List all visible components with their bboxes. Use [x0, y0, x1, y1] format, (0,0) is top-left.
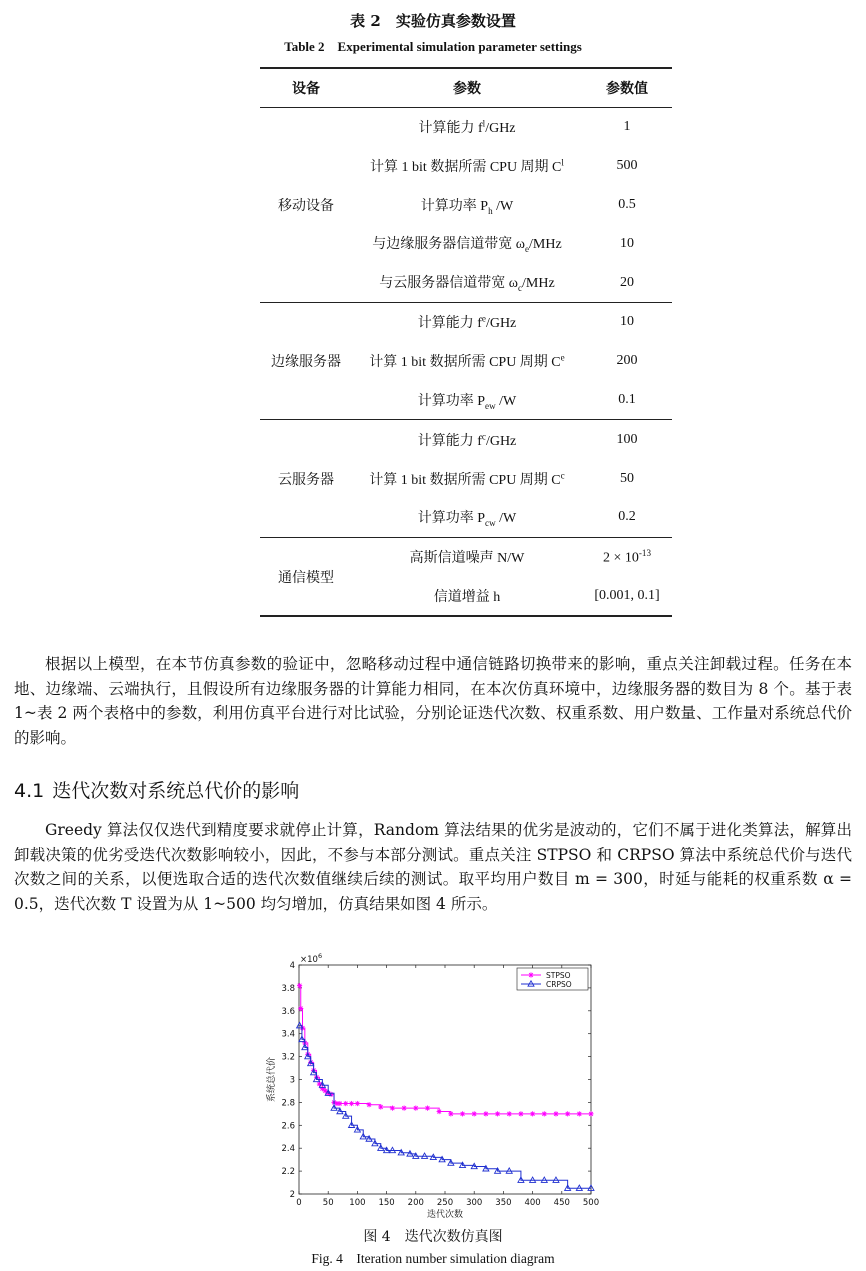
star-marker — [565, 1111, 570, 1116]
value-cell: 100 — [616, 431, 638, 447]
param-cell: 计算功率 $P_{cw}$ /W — [417, 510, 517, 528]
table-row — [260, 537, 672, 576]
star-marker — [355, 1101, 360, 1106]
star-marker — [297, 983, 302, 988]
star-marker — [577, 1111, 582, 1116]
y-tick-label: 2.6 — [281, 1121, 295, 1132]
param-cell: 计算能力 $f^c$/GHz — [417, 431, 517, 449]
star-marker — [448, 1111, 453, 1116]
table-header-row — [260, 68, 672, 108]
x-tick-label: 0 — [296, 1198, 302, 1208]
star-marker — [298, 1006, 303, 1011]
device-cell: 云服务器 — [278, 472, 334, 488]
x-tick-label: 400 — [524, 1198, 541, 1208]
value-cell: [0.001, 0.1] — [594, 587, 660, 603]
x-tick-label: 500 — [582, 1198, 600, 1208]
legend — [517, 968, 588, 990]
value-cell: 0.2 — [618, 509, 636, 525]
table-row — [260, 420, 672, 459]
param-cell: 与边缘服务器信道带宽 $\omega_e$/MHz — [372, 237, 562, 255]
param-cell: 计算 1 bit 数据所需 CPU 周期 $C^l$ — [370, 157, 564, 176]
x-tick-label: 450 — [553, 1198, 570, 1208]
series-layer — [297, 983, 594, 1190]
param-cell: 计算能力 $f^l$/GHz — [418, 118, 516, 137]
group-edge-server — [260, 302, 672, 419]
star-marker — [343, 1101, 348, 1106]
x-tick-label: 200 — [407, 1198, 424, 1208]
x-axis-label: 迭代次数 — [426, 1210, 464, 1220]
value-cell: 0.1 — [618, 391, 636, 407]
star-marker — [378, 1104, 383, 1109]
param-cell: 与云服务器信道带宽 $\omega_c$/MHz — [379, 276, 555, 293]
header-parameter: 参数 — [453, 82, 481, 97]
triangle-marker — [576, 1185, 582, 1190]
paragraph-text: Greedy 算法仅仅迭代到精度要求就停止计算，Random 算法结果的优劣是波动的，它们不属于进化类算法，解算出卸载决策的优劣受迭代次数影响较小，因此，不参与本部分测试。重点关注 STPSO 和 CRPSO 算法中系统总代价与迭代次数之间的关系，以便选取合适的迭代次数值继续后续的测试。取平均用户数目 m = 300，时延与能耗的权重系数 α = 0.5，迭代次数 T 设置为从 1~500 均匀增加，仿真结果如图 4 所示。 — [14, 821, 852, 913]
y-tick-label: 2 — [289, 1190, 295, 1200]
y-axis-label: 系统总代价 — [267, 1056, 277, 1103]
group-mobile — [260, 108, 672, 303]
body-paragraph-2 — [14, 818, 852, 916]
section-number: 4.1 — [14, 780, 45, 802]
star-marker — [495, 1111, 500, 1116]
figure-caption-en: Fig. 4 Iteration number simulation diagram — [311, 1251, 555, 1266]
value-cell: 0.5 — [618, 196, 636, 212]
star-marker — [425, 1106, 430, 1111]
x-tick-label: 50 — [322, 1198, 334, 1208]
star-marker — [349, 1101, 354, 1106]
param-cell: 计算 1 bit 数据所需 CPU 周期 Ce — [369, 352, 565, 371]
value-cell: 500 — [616, 158, 638, 174]
y-tick-label: 4 — [289, 961, 295, 971]
y-tick-label: 2.8 — [281, 1098, 295, 1109]
device-cell: 移动设备 — [278, 198, 334, 214]
star-marker — [528, 972, 533, 977]
header-value: 参数值 — [606, 82, 648, 97]
star-marker — [507, 1111, 512, 1116]
x-tick-label: 150 — [378, 1198, 395, 1208]
y-tick-label: 3.2 — [281, 1052, 295, 1063]
figure-caption-cn: 图 4 迭代次数仿真图 — [363, 1229, 503, 1245]
x-tick-label: 350 — [495, 1198, 512, 1208]
value-cell: 1 — [623, 119, 631, 135]
header-device: 设备 — [292, 82, 320, 97]
legend-label: CRPSO — [546, 980, 572, 989]
triangle-marker — [389, 1147, 395, 1152]
device-cell: 边缘服务器 — [271, 355, 341, 371]
table-row — [260, 108, 672, 147]
iteration-chart — [262, 952, 607, 1224]
star-marker — [366, 1102, 371, 1107]
star-marker — [588, 1111, 593, 1116]
y-tick-label: 3.4 — [281, 1029, 295, 1040]
star-marker — [437, 1109, 442, 1114]
y-tick-label: 3.6 — [281, 1006, 295, 1017]
star-marker — [337, 1101, 342, 1106]
param-cell: 计算 1 bit 数据所需 CPU 周期 $C^c$ — [369, 469, 565, 488]
series-line-stpso — [300, 986, 591, 1114]
value-cell: 50 — [620, 470, 634, 486]
star-marker — [413, 1106, 418, 1111]
param-cell: 计算功率 $P_{ew}$ /W — [417, 393, 517, 411]
y-tick-label: 2.2 — [281, 1167, 295, 1178]
series-line-crpso — [300, 1026, 591, 1189]
table-caption-en: Table 2 Experimental simulation parameter settings — [284, 39, 582, 54]
param-cell: 高斯信道噪声 N/W — [409, 551, 525, 567]
section-heading — [14, 776, 307, 803]
group-comm-model — [260, 537, 672, 616]
x-tick-label: 100 — [349, 1198, 366, 1208]
value-cell: $2 \times 10^{-13}$ — [602, 547, 652, 566]
group-cloud-server — [260, 420, 672, 537]
y-tick-label: 3.8 — [281, 983, 295, 994]
star-marker — [553, 1111, 558, 1116]
value-cell: 10 — [620, 314, 634, 330]
table-caption-cn: 表 2 实验仿真参数设置 — [350, 12, 516, 30]
star-marker — [518, 1111, 523, 1116]
legend-label: STPSO — [546, 971, 571, 980]
y-tick-label: 3 — [289, 1075, 295, 1086]
parameter-table — [260, 67, 672, 617]
star-marker — [472, 1111, 477, 1116]
param-cell: 计算功率 $P_h$ /W — [420, 198, 514, 216]
y-scale-label: $\times 10^6$ — [300, 952, 323, 965]
y-tick-label: 2.4 — [281, 1144, 295, 1155]
star-marker — [530, 1111, 535, 1116]
x-tick-label: 250 — [436, 1198, 454, 1208]
value-cell: 20 — [620, 274, 634, 290]
table-row — [260, 302, 672, 341]
value-cell: 200 — [616, 353, 638, 369]
body-paragraph-1 — [14, 652, 852, 750]
value-cell: 10 — [620, 235, 634, 251]
star-marker — [402, 1106, 407, 1111]
device-cell: 通信模型 — [278, 570, 334, 586]
section-title: 迭代次数对系统总代价的影响 — [52, 780, 300, 802]
param-cell: 计算能力 $f^e$/GHz — [417, 313, 517, 332]
star-marker — [483, 1111, 488, 1116]
star-marker — [542, 1111, 547, 1116]
star-marker — [460, 1111, 465, 1116]
x-tick-label: 300 — [466, 1198, 483, 1208]
star-marker — [390, 1106, 395, 1111]
paragraph-text: 根据以上模型，在本节仿真参数的验证中，忽略移动过程中通信链路切换带来的影响，重点关注卸载过程。任务在本地、边缘端、云端执行，且假设所有边缘服务器的计算能力相同，在本次仿真环境中，边缘服务器的数目为 8 个。基于表 1~表 2 两个表格中的参数，利用仿真平台进行对比试验，分别论证迭代次数、权重系数、用户数量、工作量对系统总代价的影响。 — [14, 655, 852, 747]
param-cell: 信道增益 h — [433, 589, 501, 605]
